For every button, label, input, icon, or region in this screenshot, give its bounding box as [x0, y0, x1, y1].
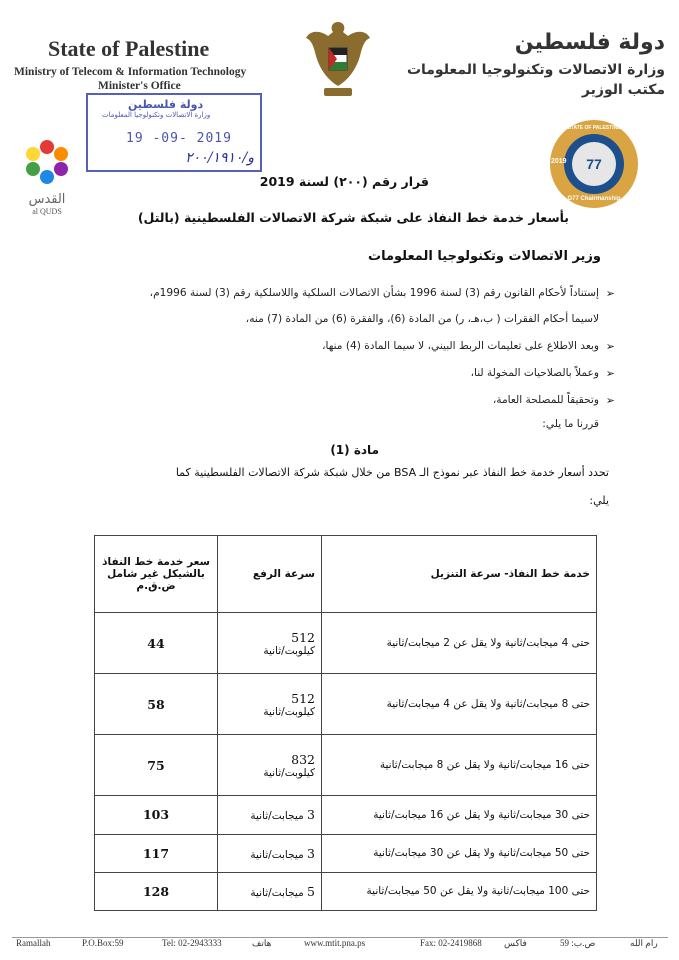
- footer-city-en: Ramallah: [16, 938, 51, 948]
- header-ar-office: مكتب الوزير: [581, 82, 665, 98]
- stamp-number: و/٢٠٠/١٩١٠: [185, 150, 254, 166]
- paragraph-4: [470, 367, 615, 380]
- al-quds-ar: القدس: [28, 192, 66, 207]
- footer-city-ar: رام الله: [630, 938, 658, 948]
- bullet-arrow-icon: ➢: [605, 287, 615, 300]
- stamp-line1: دولة فلسطين: [128, 98, 204, 111]
- paragraph-6: [542, 418, 599, 430]
- footer-tel: Tel: 02-2943333: [162, 938, 222, 948]
- paragraph-2-text: لاسيما أحكام الفقرات ( ب،هـ، ر) من المادة (6)، والفقرة (6) من المادة (7) منه،: [245, 313, 599, 325]
- table-row: [95, 834, 597, 872]
- cell-upload: [218, 872, 322, 910]
- decision-title: قرار رقم (٢٠٠) لسنة 2019: [259, 174, 429, 189]
- header-price: سعر خدمة خط النفاذ بالشيكل غير شامل ض.ق.م: [95, 536, 218, 613]
- table-row: [95, 735, 597, 796]
- al-quds-flower-icon: [20, 138, 74, 188]
- upload-unit: كيلوبت/ثانية: [263, 705, 315, 718]
- cell-price: 58: [95, 674, 218, 735]
- cell-service: حتى 50 ميجابت/ثانية ولا يقل عن 30 ميجابت/ثانية: [322, 834, 597, 872]
- article-intro-line1: تحدد أسعار خدمة خط النفاذ عبر نموذج الـ BSA من خلال شبكة شركة الاتصالات الفلسطينية كما: [175, 466, 609, 479]
- cell-price: 75: [95, 735, 218, 796]
- cell-price: 128: [95, 872, 218, 910]
- decision-subject: بأسعار خدمة خط النفاذ على شبكة شركة الاتصالات الفلسطينية (بالتل): [137, 210, 569, 225]
- paragraph-3-text: وبعد الاطلاع على تعليمات الربط البيني، لا سيما المادة (4) منها،: [322, 340, 599, 352]
- cell-service: حتى 4 ميجابت/ثانية ولا يقل عن 2 ميجابت/ثانية: [322, 613, 597, 674]
- table-header-row: [95, 536, 597, 613]
- upload-value: 512: [291, 629, 315, 645]
- footer-pobox-ar: ص.ب: 59: [560, 938, 596, 948]
- cell-service: حتى 16 ميجابت/ثانية ولا يقل عن 8 ميجابت/ثانية: [322, 735, 597, 796]
- g77-chairmanship-badge: [548, 118, 640, 210]
- svg-text:77: 77: [586, 156, 602, 172]
- al-quds-logo: [20, 138, 74, 218]
- paragraph-3: [322, 340, 615, 353]
- footer: [12, 937, 668, 948]
- table-row: [95, 796, 597, 834]
- footer-web: www.mtit.pna.ps: [304, 938, 366, 948]
- g77-state-text: STATE OF PALESTINE: [567, 125, 621, 131]
- minister-heading: وزير الاتصالات وتكنولوجيا المعلومات: [368, 249, 601, 264]
- header-en-office: Minister's Office: [98, 80, 181, 92]
- bullet-arrow-icon: ➢: [605, 367, 615, 380]
- header-upload: سرعة الرفع: [218, 536, 322, 613]
- cell-service: حتى 100 ميجابت/ثانية ولا يقل عن 50 ميجابت/ثانية: [322, 872, 597, 910]
- cell-upload: [218, 735, 322, 796]
- cell-service: حتى 8 ميجابت/ثانية ولا يقل عن 4 ميجابت/ثانية: [322, 674, 597, 735]
- article-intro-line2: يلي:: [589, 494, 609, 507]
- upload-value: 5: [307, 883, 315, 899]
- al-quds-en: al QUDS: [32, 207, 62, 216]
- table-row: [95, 613, 597, 674]
- header-ar-state: دولة فلسطين: [514, 30, 665, 55]
- upload-value: 3: [307, 845, 315, 861]
- cell-price: 44: [95, 613, 218, 674]
- upload-unit: ميجابت/ثانية: [250, 886, 304, 899]
- footer-fax: Fax: 02-2419868: [420, 938, 482, 948]
- paragraph-2: [246, 313, 599, 325]
- cell-upload: [218, 674, 322, 735]
- upload-unit: كيلوبت/ثانية: [263, 766, 315, 779]
- received-stamp: [86, 93, 262, 172]
- bullet-arrow-icon: ➢: [605, 394, 615, 407]
- upload-unit: كيلوبت/ثانية: [263, 644, 315, 657]
- footer-tel-ar: هاتف: [252, 938, 272, 948]
- cell-upload: [218, 834, 322, 872]
- pricing-table: [94, 535, 597, 911]
- article-title: مادة (1): [330, 443, 379, 457]
- upload-value: 512: [291, 690, 315, 706]
- header-service: خدمة خط النفاذ- سرعة التنزيل: [322, 536, 597, 613]
- table-row: [95, 674, 597, 735]
- palestine-eagle-emblem-icon: [302, 14, 374, 106]
- footer-pobox-en: P.O.Box:59: [82, 938, 124, 948]
- paragraph-4-text: وعملاً بالصلاحيات المخولة لنا،: [470, 367, 599, 379]
- paragraph-5-text: وتحقيقاً للمصلحة العامة،: [492, 394, 599, 406]
- cell-price: 103: [95, 796, 218, 834]
- upload-value: 832: [291, 751, 315, 767]
- header-en-state: State of Palestine: [48, 36, 210, 61]
- bullet-arrow-icon: ➢: [605, 340, 615, 353]
- g77-label-text: G77 Chairmanship: [567, 196, 621, 202]
- upload-value: 3: [307, 807, 315, 823]
- cell-service: حتى 30 ميجابت/ثانية ولا يقل عن 16 ميجابت/ثانية: [322, 796, 597, 834]
- table-row: [95, 872, 597, 910]
- upload-unit: ميجابت/ثانية: [250, 810, 304, 823]
- paragraph-6-text: قررنا ما يلي:: [542, 418, 599, 430]
- cell-upload: [218, 613, 322, 674]
- g77-year-text: 2019: [551, 158, 567, 165]
- stamp-date: 19 -09- 2019: [126, 131, 232, 146]
- paragraph-1-text: إستناداً لأحكام القانون رقم (3) لسنة 1996 بشأن الاتصالات السلكية واللاسلكية رقم (3) لسنة 1996م،: [149, 287, 599, 299]
- paragraph-5: [492, 394, 615, 407]
- upload-unit: ميجابت/ثانية: [250, 848, 304, 861]
- cell-upload: [218, 796, 322, 834]
- paragraph-1: [149, 287, 615, 300]
- stamp-line2: وزارة الاتصالات وتكنولوجيا المعلومات: [102, 111, 211, 119]
- footer-fax-ar: فاكس: [504, 938, 527, 948]
- header-en-ministry: Ministry of Telecom & Information Technology: [14, 66, 247, 78]
- cell-price: 117: [95, 834, 218, 872]
- header-ar-ministry: وزارة الاتصالات وتكنولوجيا المعلومات: [406, 62, 665, 78]
